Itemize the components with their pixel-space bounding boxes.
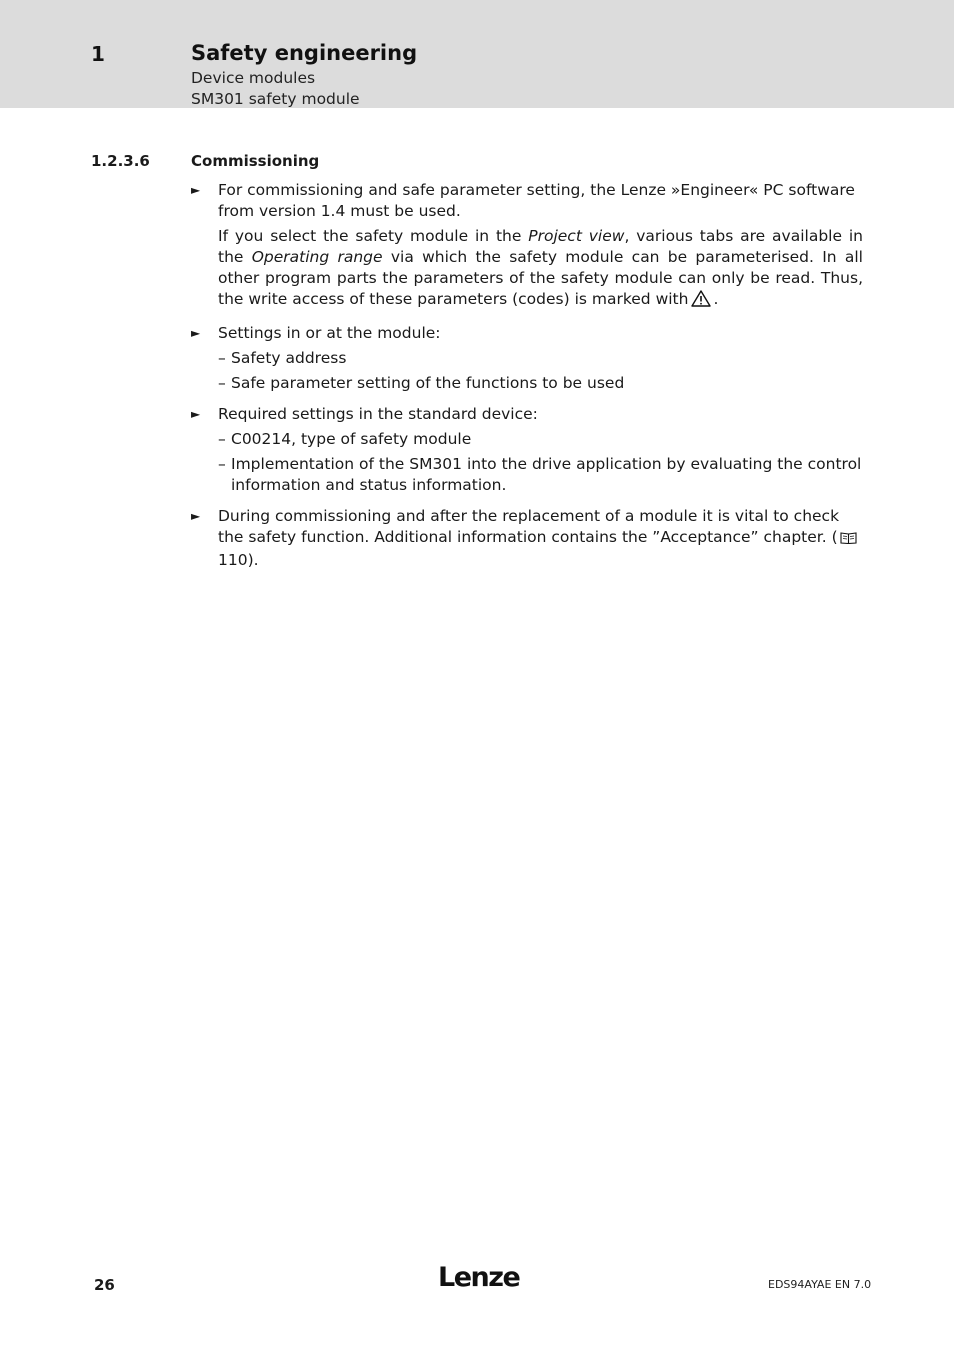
bullet-paragraph: If you select the safety module in the Project view, various tabs are available in the Operating range via which the safety module can be parameterised. In all other program parts the parameters of the safety module can only be read. Thus, the write access of these parameters (codes) is marked with . xyxy=(218,226,863,313)
list-item: – Safety address xyxy=(218,349,347,367)
header-subtitle-1: Device modules xyxy=(191,69,316,87)
chapter-title: Safety engineering xyxy=(191,41,418,65)
brand-logo: Lenze xyxy=(438,1262,520,1293)
section-title: Commissioning xyxy=(191,152,320,170)
list-item: – Implementation of the SM301 into the drive application by evaluating the control information and status information. xyxy=(218,455,862,494)
page-reference[interactable]: 110 xyxy=(218,551,248,569)
list-item: – C00214, type of safety module xyxy=(218,430,472,448)
bullet-item xyxy=(191,323,863,394)
page-number: 26 xyxy=(94,1276,115,1294)
bullet-lead: During commissioning and after the replacement of a module it is vital to check the safety function. Additional information contains the ”Acceptance” chapter. (110). xyxy=(218,506,863,571)
section-number: 1.2.3.6 xyxy=(91,152,150,170)
page-header xyxy=(0,0,954,108)
bullet-arrow-icon: ► xyxy=(191,407,201,421)
bullet-arrow-icon: ► xyxy=(191,509,201,523)
warning-triangle-icon xyxy=(691,290,711,313)
bullet-item xyxy=(191,404,863,496)
bullet-item xyxy=(191,180,863,313)
section-content xyxy=(191,180,863,581)
bullet-arrow-icon: ► xyxy=(191,326,201,340)
bullet-arrow-icon: ► xyxy=(191,183,201,197)
bullet-lead: For commissioning and safe parameter setting, the Lenze »Engineer« PC software from version 1.4 must be used. xyxy=(218,181,855,220)
document-code: EDS94AYAE EN 7.0 xyxy=(768,1278,872,1291)
bullet-item xyxy=(191,506,863,571)
bullet-lead: Settings in or at the module: xyxy=(218,324,441,342)
list-item: – Safe parameter setting of the functions to be used xyxy=(218,374,625,392)
chapter-number: 1 xyxy=(91,42,105,66)
bullet-lead: Required settings in the standard device: xyxy=(218,405,538,423)
header-subtitle-2: SM301 safety module xyxy=(191,90,360,108)
book-icon xyxy=(840,529,857,550)
